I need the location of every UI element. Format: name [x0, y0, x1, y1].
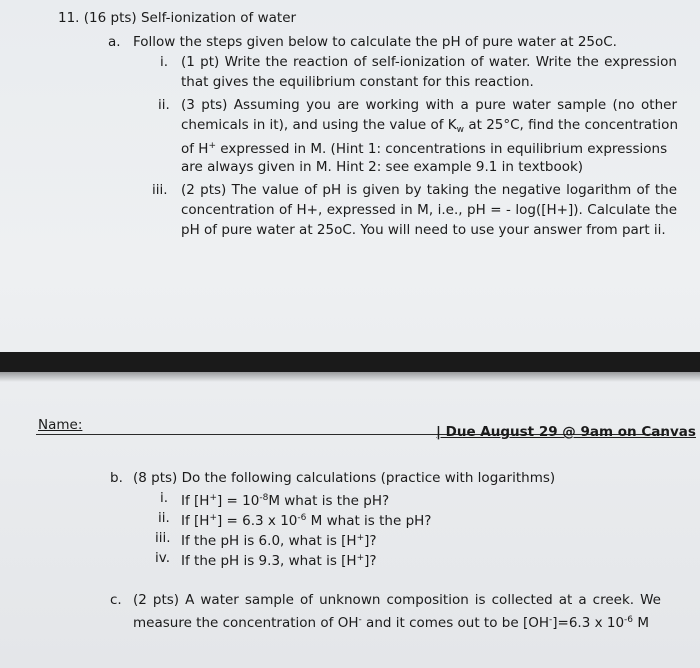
part-b-item-i: If $[H^+] = 10^{-8}M$ what is the pH? — [181, 493, 390, 509]
page-divider — [0, 352, 700, 372]
part-a-item-iii-line3: pH of pure water at 25oC. You will need to use your answer from part ii. — [181, 222, 666, 238]
part-a-item-ii-marker: ii. — [158, 97, 170, 113]
part-a-text: Follow the steps given below to calculate the pH of pure water at 25oC. — [133, 34, 617, 50]
part-c-marker: c. — [110, 592, 122, 608]
part-b-text: (8 pts) Do the following calculations (practice with logarithms) — [133, 470, 556, 486]
part-c-line2: measure the concentration of OH- and it comes out to be [OH-]=6.3 x $10^{-6}$ M — [133, 615, 649, 631]
question-header: 11. (16 pts) Self-ionization of water — [58, 10, 297, 26]
part-a-item-ii-line3: of H+ expressed in M. (Hint 1: concentrations in equilibrium expressions — [181, 141, 668, 157]
part-a-item-ii-line1: (3 pts) Assuming you are working with a pure water sample (no other — [181, 97, 677, 113]
part-a-marker: a. — [108, 34, 121, 50]
part-a-item-iii-marker: iii. — [152, 182, 168, 198]
part-a-item-i-marker: i. — [160, 54, 169, 70]
part-b-item-ii-marker: ii. — [158, 510, 170, 526]
due-date: | Due August 29 @ 9am on Canvas — [436, 424, 696, 440]
part-a-item-i-line2: that gives the equilibrium constant for this reaction. — [181, 74, 534, 90]
part-a-item-iii-line2: concentration of H+, expressed in M, i.e., pH = - log([H+]). Calculate the — [181, 202, 677, 218]
part-b-marker: b. — [110, 470, 123, 486]
part-a-item-ii-line2-text: chemicals in it), and using the value of $K_w$ at 25°C, find the concentration — [181, 117, 678, 135]
name-label: Name: — [38, 417, 83, 433]
part-b-item-iv-marker: iv. — [155, 550, 170, 566]
part-a-item-iii-line1: (2 pts) The value of pH is given by taking the negative logarithm of the — [181, 182, 677, 198]
part-b-item-iii-marker: iii. — [155, 530, 171, 546]
page-divider-shadow — [0, 372, 700, 382]
part-b-item-iii: If the pH is 6.0, what is [H+]? — [181, 533, 377, 549]
part-b-item-ii: If [H+] = 6.3 x $10^{-6}$ M what is the pH? — [181, 513, 432, 529]
part-b-item-i-marker: i. — [160, 490, 169, 506]
part-c-line1: (2 pts) A water sample of unknown composition is collected at a creek. We — [133, 592, 661, 608]
part-b-item-iv: If the pH is 9.3, what is [H+]? — [181, 553, 377, 569]
part-a-item-ii-line4: are always given in M. Hint 2: see example 9.1 in textbook) — [181, 159, 584, 175]
part-a-item-i-line1: (1 pt) Write the reaction of self-ionization of water. Write the expression — [181, 54, 677, 70]
